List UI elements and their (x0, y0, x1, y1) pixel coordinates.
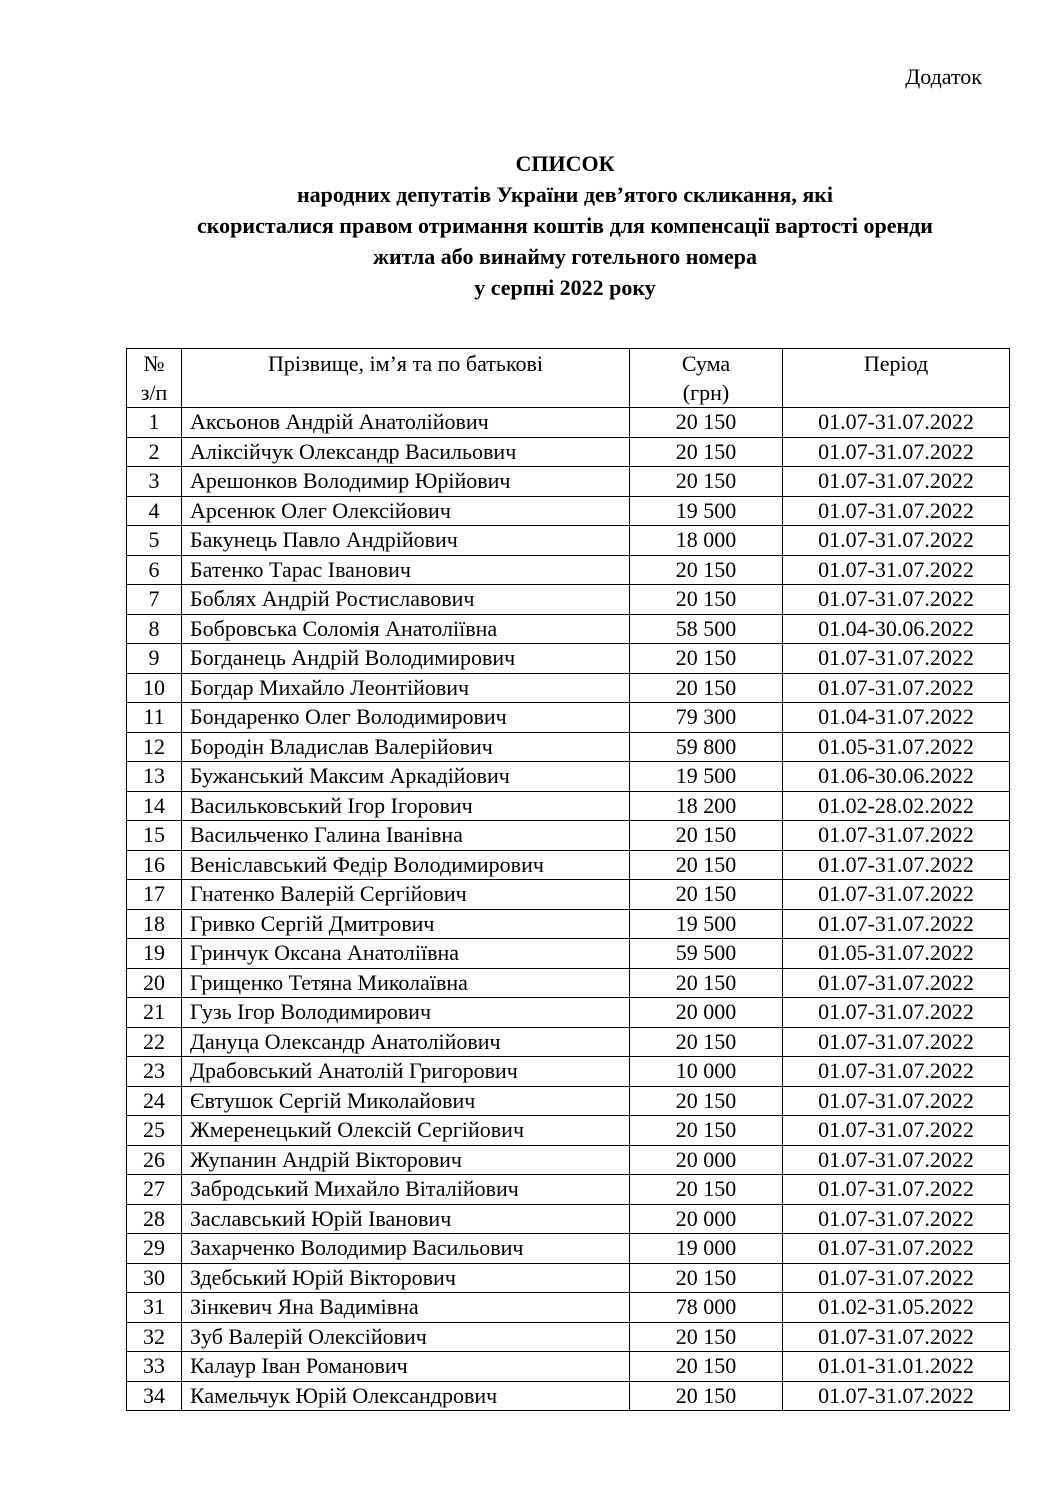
table-row (127, 1381, 1010, 1411)
amount: 20 150 (630, 644, 783, 674)
amount: 18 200 (630, 791, 783, 821)
row-number: 26 (127, 1145, 182, 1175)
deputy-name: Гузь Ігор Володимирович (182, 998, 630, 1028)
amount: 10 000 (630, 1057, 783, 1087)
table-row (127, 614, 1010, 644)
column-header-sum-line1: Сума (681, 351, 731, 376)
row-number: 6 (127, 555, 182, 585)
table-row (127, 850, 1010, 880)
period: 01.07-31.07.2022 (783, 555, 1010, 585)
deputy-name: Батенко Тарас Іванович (182, 555, 630, 585)
annex-label: Додаток (905, 64, 982, 89)
period: 01.07-31.07.2022 (783, 1263, 1010, 1293)
period: 01.07-31.07.2022 (783, 1145, 1010, 1175)
period: 01.06-30.06.2022 (783, 762, 1010, 792)
table-row (127, 644, 1010, 674)
amount: 18 000 (630, 526, 783, 556)
table-row (127, 467, 1010, 497)
row-number: 20 (127, 968, 182, 998)
row-number: 9 (127, 644, 182, 674)
table-row (127, 1322, 1010, 1352)
row-number: 31 (127, 1293, 182, 1323)
title-line-5: у серпні 2022 року (474, 275, 656, 300)
deputy-name: Аксьонов Андрій Анатолійович (182, 408, 630, 438)
deputy-name: Зінкевич Яна Вадимівна (182, 1293, 630, 1323)
amount: 20 150 (630, 1086, 783, 1116)
deputy-name: Богдар Михайло Леонтійович (182, 673, 630, 703)
row-number: 8 (127, 614, 182, 644)
period: 01.07-31.07.2022 (783, 673, 1010, 703)
period: 01.07-31.07.2022 (783, 1381, 1010, 1411)
amount: 59 500 (630, 939, 783, 969)
deputy-name: Камельчук Юрій Олександрович (182, 1381, 630, 1411)
column-header-period: Період (783, 349, 1010, 408)
table-row (127, 703, 1010, 733)
deputy-name: Захарченко Володимир Васильович (182, 1234, 630, 1264)
table-row (127, 1145, 1010, 1175)
row-number: 28 (127, 1204, 182, 1234)
row-number: 1 (127, 408, 182, 438)
row-number: 17 (127, 880, 182, 910)
period: 01.07-31.07.2022 (783, 496, 1010, 526)
amount: 20 150 (630, 1027, 783, 1057)
table-row (127, 1116, 1010, 1146)
period: 01.07-31.07.2022 (783, 1027, 1010, 1057)
deputy-name: Бобровська Соломія Анатоліївна (182, 614, 630, 644)
amount: 20 150 (630, 850, 783, 880)
amount: 20 150 (630, 408, 783, 438)
period: 01.07-31.07.2022 (783, 1057, 1010, 1087)
title-line-1: СПИСОК (515, 151, 615, 176)
deputy-name: Боблях Андрій Ростиславович (182, 585, 630, 615)
period: 01.04-30.06.2022 (783, 614, 1010, 644)
row-number: 7 (127, 585, 182, 615)
table-row (127, 1352, 1010, 1382)
amount: 19 000 (630, 1234, 783, 1264)
amount: 20 000 (630, 1145, 783, 1175)
row-number: 4 (127, 496, 182, 526)
period: 01.07-31.07.2022 (783, 909, 1010, 939)
amount: 20 000 (630, 998, 783, 1028)
row-number: 27 (127, 1175, 182, 1205)
row-number: 11 (127, 703, 182, 733)
amount: 19 500 (630, 762, 783, 792)
amount: 20 150 (630, 968, 783, 998)
period: 01.07-31.07.2022 (783, 968, 1010, 998)
table-row (127, 1027, 1010, 1057)
table-row (127, 1057, 1010, 1087)
amount: 19 500 (630, 909, 783, 939)
amount: 19 500 (630, 496, 783, 526)
column-header-number-line1: № (143, 351, 165, 376)
table-row (127, 1204, 1010, 1234)
deputy-name: Гринчук Оксана Анатоліївна (182, 939, 630, 969)
period: 01.07-31.07.2022 (783, 644, 1010, 674)
amount: 20 150 (630, 673, 783, 703)
row-number: 29 (127, 1234, 182, 1264)
period: 01.07-31.07.2022 (783, 526, 1010, 556)
table-row (127, 1175, 1010, 1205)
row-number: 32 (127, 1322, 182, 1352)
period: 01.07-31.07.2022 (783, 1116, 1010, 1146)
period: 01.07-31.07.2022 (783, 850, 1010, 880)
column-header-sum-line2: (грн) (682, 380, 730, 405)
table-header-row (127, 349, 1010, 408)
deputy-name: Євтушок Сергій Миколайович (182, 1086, 630, 1116)
deputy-name: Грищенко Тетяна Миколаївна (182, 968, 630, 998)
row-number: 25 (127, 1116, 182, 1146)
deputy-name: Зуб Валерій Олексійович (182, 1322, 630, 1352)
table-row (127, 1263, 1010, 1293)
deputy-name: Забродський Михайло Віталійович (182, 1175, 630, 1205)
row-number: 21 (127, 998, 182, 1028)
table-row (127, 762, 1010, 792)
deputy-name: Бородін Владислав Валерійович (182, 732, 630, 762)
table-row (127, 673, 1010, 703)
amount: 20 150 (630, 437, 783, 467)
table-row (127, 1293, 1010, 1323)
deputy-name: Драбовський Анатолій Григорович (182, 1057, 630, 1087)
row-number: 15 (127, 821, 182, 851)
period: 01.07-31.07.2022 (783, 998, 1010, 1028)
title-line-4: житла або винайму готельного номера (373, 244, 757, 269)
row-number: 23 (127, 1057, 182, 1087)
amount: 20 150 (630, 880, 783, 910)
table-row (127, 968, 1010, 998)
amount: 20 150 (630, 821, 783, 851)
amount: 20 000 (630, 1204, 783, 1234)
table-row (127, 437, 1010, 467)
table-row (127, 585, 1010, 615)
deputy-name: Гнатенко Валерій Сергійович (182, 880, 630, 910)
table-row (127, 909, 1010, 939)
document-title (0, 148, 1058, 303)
amount: 20 150 (630, 1175, 783, 1205)
table-row (127, 526, 1010, 556)
amount: 20 150 (630, 1352, 783, 1382)
row-number: 16 (127, 850, 182, 880)
column-header-number-line2: з/п (140, 380, 168, 405)
amount: 20 150 (630, 585, 783, 615)
row-number: 3 (127, 467, 182, 497)
title-line-2: народних депутатів України дев’ятого скликання, які (296, 182, 834, 207)
table-row (127, 408, 1010, 438)
deputy-name: Бакунець Павло Андрійович (182, 526, 630, 556)
period: 01.07-31.07.2022 (783, 408, 1010, 438)
period: 01.02-28.02.2022 (783, 791, 1010, 821)
amount: 20 150 (630, 555, 783, 585)
table-body (127, 408, 1010, 1411)
row-number: 13 (127, 762, 182, 792)
deputy-name: Жмеренецький Олексій Сергійович (182, 1116, 630, 1146)
deputy-name: Васильченко Галина Іванівна (182, 821, 630, 851)
period: 01.07-31.07.2022 (783, 880, 1010, 910)
amount: 20 150 (630, 1322, 783, 1352)
period: 01.01-31.01.2022 (783, 1352, 1010, 1382)
period: 01.04-31.07.2022 (783, 703, 1010, 733)
amount: 20 150 (630, 1263, 783, 1293)
deputy-name: Аліксійчук Олександр Васильович (182, 437, 630, 467)
deputy-name: Заславський Юрій Іванович (182, 1204, 630, 1234)
period: 01.05-31.07.2022 (783, 939, 1010, 969)
amount: 78 000 (630, 1293, 783, 1323)
row-number: 12 (127, 732, 182, 762)
period: 01.07-31.07.2022 (783, 437, 1010, 467)
row-number: 22 (127, 1027, 182, 1057)
title-line-3: скористалися правом отримання коштів для компенсації вартості оренди (197, 213, 933, 238)
deputy-name: Жупанин Андрій Вікторович (182, 1145, 630, 1175)
deputy-name: Богданець Андрій Володимирович (182, 644, 630, 674)
deputy-name: Бужанський Максим Аркадійович (182, 762, 630, 792)
table-row (127, 555, 1010, 585)
row-number: 24 (127, 1086, 182, 1116)
amount: 20 150 (630, 1116, 783, 1146)
table-row (127, 998, 1010, 1028)
amount: 20 150 (630, 1381, 783, 1411)
period: 01.07-31.07.2022 (783, 1234, 1010, 1264)
table-row (127, 496, 1010, 526)
period: 01.07-31.07.2022 (783, 585, 1010, 615)
period: 01.07-31.07.2022 (783, 1322, 1010, 1352)
amount: 20 150 (630, 467, 783, 497)
deputy-name: Арешонков Володимир Юрійович (182, 467, 630, 497)
row-number: 5 (127, 526, 182, 556)
table-row (127, 791, 1010, 821)
period: 01.07-31.07.2022 (783, 1175, 1010, 1205)
row-number: 30 (127, 1263, 182, 1293)
period: 01.02-31.05.2022 (783, 1293, 1010, 1323)
row-number: 33 (127, 1352, 182, 1382)
row-number: 10 (127, 673, 182, 703)
period: 01.07-31.07.2022 (783, 1204, 1010, 1234)
period: 01.05-31.07.2022 (783, 732, 1010, 762)
deputy-name: Арсенюк Олег Олексійович (182, 496, 630, 526)
deputies-table (126, 348, 1010, 1411)
table-row (127, 880, 1010, 910)
table-row (127, 1234, 1010, 1264)
amount: 58 500 (630, 614, 783, 644)
row-number: 14 (127, 791, 182, 821)
deputy-name: Веніславський Федір Володимирович (182, 850, 630, 880)
table-row (127, 821, 1010, 851)
row-number: 18 (127, 909, 182, 939)
amount: 79 300 (630, 703, 783, 733)
row-number: 34 (127, 1381, 182, 1411)
deputy-name: Бондаренко Олег Володимирович (182, 703, 630, 733)
deputy-name: Калаур Іван Романович (182, 1352, 630, 1382)
table-row (127, 939, 1010, 969)
amount: 59 800 (630, 732, 783, 762)
column-header-sum (630, 349, 783, 408)
deputy-name: Здебський Юрій Вікторович (182, 1263, 630, 1293)
deputy-name: Дануца Олександр Анатолійович (182, 1027, 630, 1057)
deputy-name: Васильковський Ігор Ігорович (182, 791, 630, 821)
column-header-name: Прізвище, ім’я та по батькові (182, 349, 630, 408)
row-number: 2 (127, 437, 182, 467)
row-number: 19 (127, 939, 182, 969)
deputy-name: Гривко Сергій Дмитрович (182, 909, 630, 939)
period: 01.07-31.07.2022 (783, 821, 1010, 851)
period: 01.07-31.07.2022 (783, 1086, 1010, 1116)
column-header-number (127, 349, 182, 408)
period: 01.07-31.07.2022 (783, 467, 1010, 497)
table-row (127, 732, 1010, 762)
table-row (127, 1086, 1010, 1116)
